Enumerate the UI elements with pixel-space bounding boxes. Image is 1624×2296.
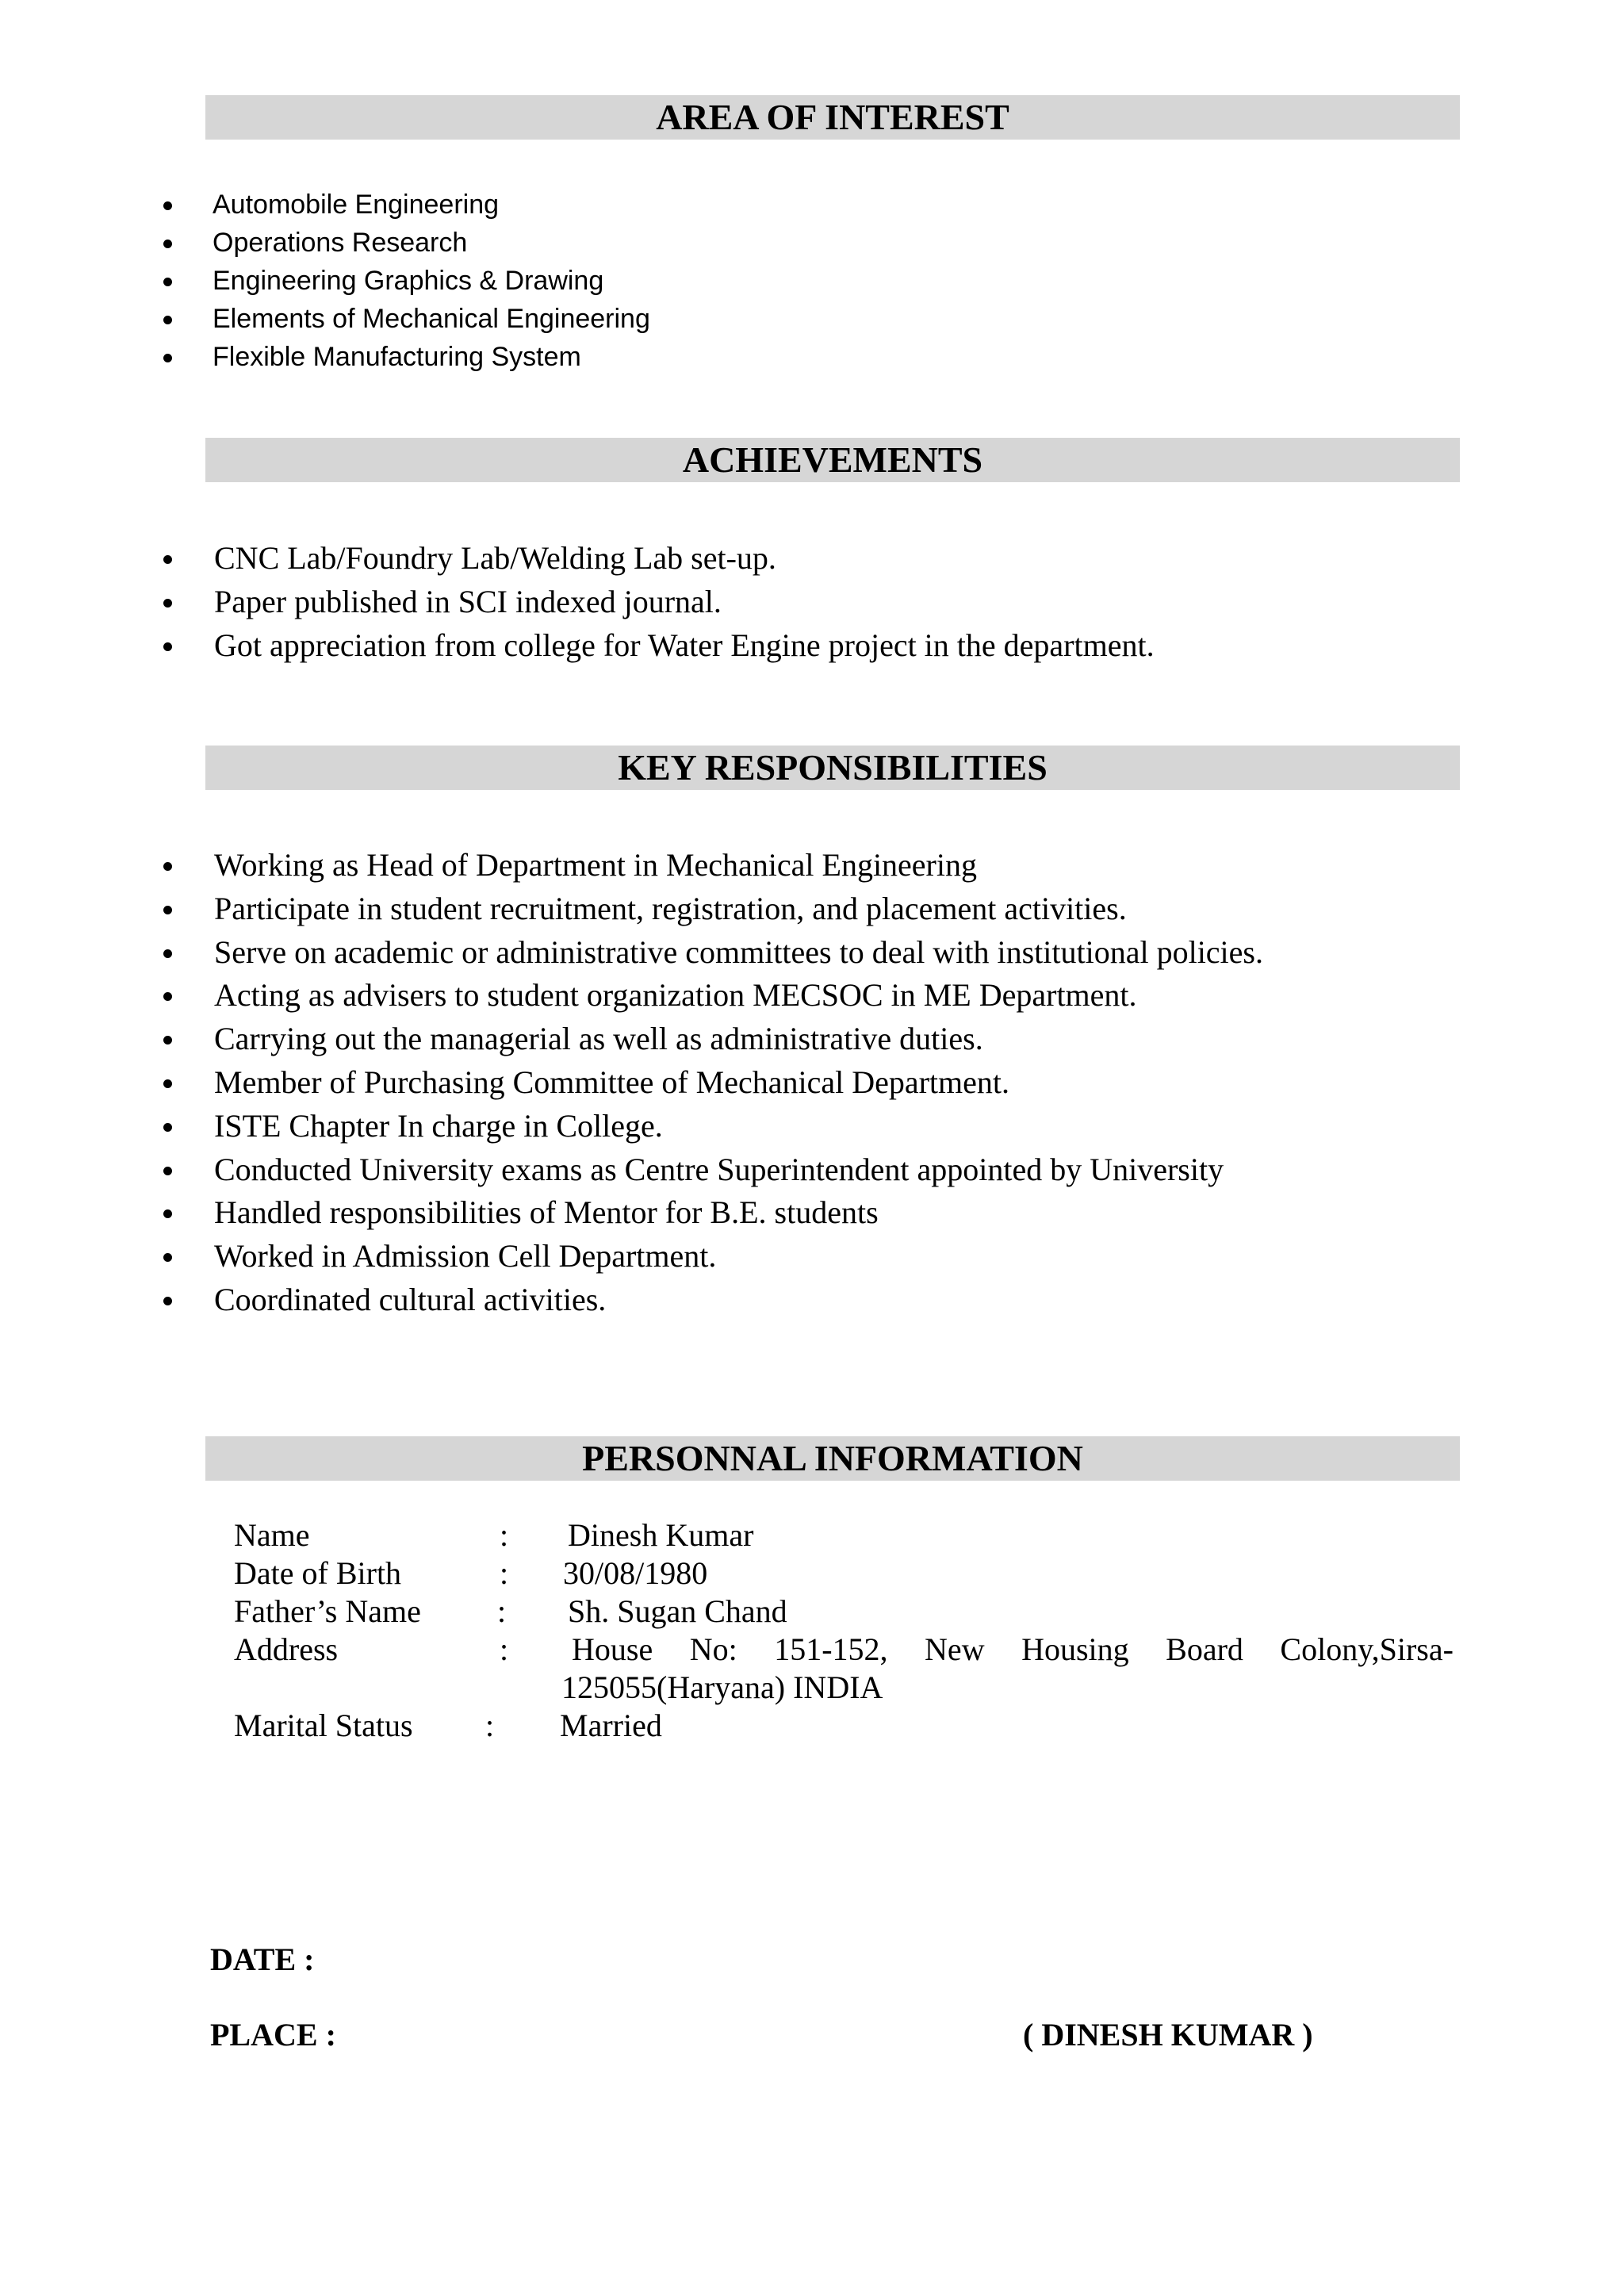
- bullet-icon: [163, 1253, 172, 1262]
- list-item: Carrying out the managerial as well as administrative duties.: [163, 1018, 1263, 1061]
- address-line-1: House No: 151-152, New Housing Board Colony,Sirsa-: [572, 1631, 1454, 1667]
- list-item: ISTE Chapter In charge in College.: [163, 1105, 1263, 1148]
- list-item: Handled responsibilities of Mentor for B.E. students: [163, 1191, 1263, 1235]
- list-item: Got appreciation from college for Water Engine project in the department.: [163, 624, 1155, 668]
- bullet-icon: [163, 354, 172, 362]
- address-separator: :: [500, 1631, 509, 1667]
- father-name-label: Father’s Name: [234, 1593, 421, 1629]
- name-value: Dinesh Kumar: [568, 1517, 754, 1553]
- marital-status-value: Married: [560, 1708, 662, 1743]
- bullet-icon: [163, 1079, 172, 1088]
- name-separator: :: [500, 1517, 509, 1553]
- achievements-list: [163, 537, 1155, 667]
- list-item: Flexible Manufacturing System: [163, 338, 650, 376]
- dob-value: 30/08/1980: [563, 1555, 708, 1591]
- list-item: Engineering Graphics & Drawing: [163, 262, 650, 300]
- list-item: Elements of Mechanical Engineering: [163, 300, 650, 338]
- bullet-icon: [163, 642, 172, 651]
- place-label: PLACE :: [210, 2017, 336, 2053]
- bullet-icon: [163, 201, 172, 210]
- bullet-icon: [163, 1123, 172, 1132]
- bullet-icon: [163, 240, 172, 248]
- date-label: DATE :: [210, 1941, 315, 1977]
- father-name-value: Sh. Sugan Chand: [568, 1593, 787, 1629]
- list-item: Worked in Admission Cell Department.: [163, 1235, 1263, 1278]
- area-of-interest-heading: AREA OF INTEREST: [205, 95, 1460, 140]
- bullet-icon: [163, 316, 172, 324]
- personal-information-heading: PERSONNAL INFORMATION: [205, 1436, 1460, 1481]
- area-of-interest-list: [163, 186, 650, 376]
- bullet-icon: [163, 992, 172, 1001]
- list-item: Conducted University exams as Centre Superintendent appointed by University: [163, 1148, 1263, 1192]
- list-item: Coordinated cultural activities.: [163, 1278, 1263, 1322]
- father-name-separator: :: [497, 1593, 507, 1629]
- bullet-icon: [163, 555, 172, 564]
- list-item: CNC Lab/Foundry Lab/Welding Lab set-up.: [163, 537, 1155, 581]
- bullet-icon: [163, 949, 172, 958]
- address-label: Address: [234, 1631, 339, 1667]
- bullet-icon: [163, 278, 172, 286]
- bullet-icon: [163, 1036, 172, 1045]
- list-item: Operations Research: [163, 224, 650, 262]
- key-responsibilities-heading: KEY RESPONSIBILITIES: [205, 746, 1460, 790]
- bullet-icon: [163, 1167, 172, 1175]
- bullet-icon: [163, 906, 172, 914]
- marital-status-separator: :: [485, 1708, 495, 1743]
- list-item: Participate in student recruitment, registration, and placement activities.: [163, 887, 1263, 931]
- bullet-icon: [163, 1297, 172, 1305]
- marital-status-label: Marital Status: [234, 1708, 413, 1743]
- bullet-icon: [163, 862, 172, 871]
- list-item: Serve on academic or administrative committees to deal with institutional policies.: [163, 931, 1263, 975]
- list-item: Acting as advisers to student organization MECSOC in ME Department.: [163, 974, 1263, 1018]
- list-item: Working as Head of Department in Mechanical Engineering: [163, 844, 1263, 887]
- bullet-icon: [163, 599, 172, 608]
- list-item: Automobile Engineering: [163, 186, 650, 224]
- list-item: Paper published in SCI indexed journal.: [163, 581, 1155, 624]
- achievements-heading: ACHIEVEMENTS: [205, 438, 1460, 482]
- key-responsibilities-list: [163, 844, 1263, 1322]
- address-line-2: 125055(Haryana) INDIA: [561, 1669, 883, 1705]
- bullet-icon: [163, 1209, 172, 1218]
- signature-name: ( DINESH KUMAR ): [1023, 2017, 1313, 2053]
- list-item: Member of Purchasing Committee of Mechanical Department.: [163, 1061, 1263, 1105]
- name-label: Name: [234, 1517, 310, 1553]
- dob-separator: :: [500, 1555, 509, 1591]
- dob-label: Date of Birth: [234, 1555, 402, 1591]
